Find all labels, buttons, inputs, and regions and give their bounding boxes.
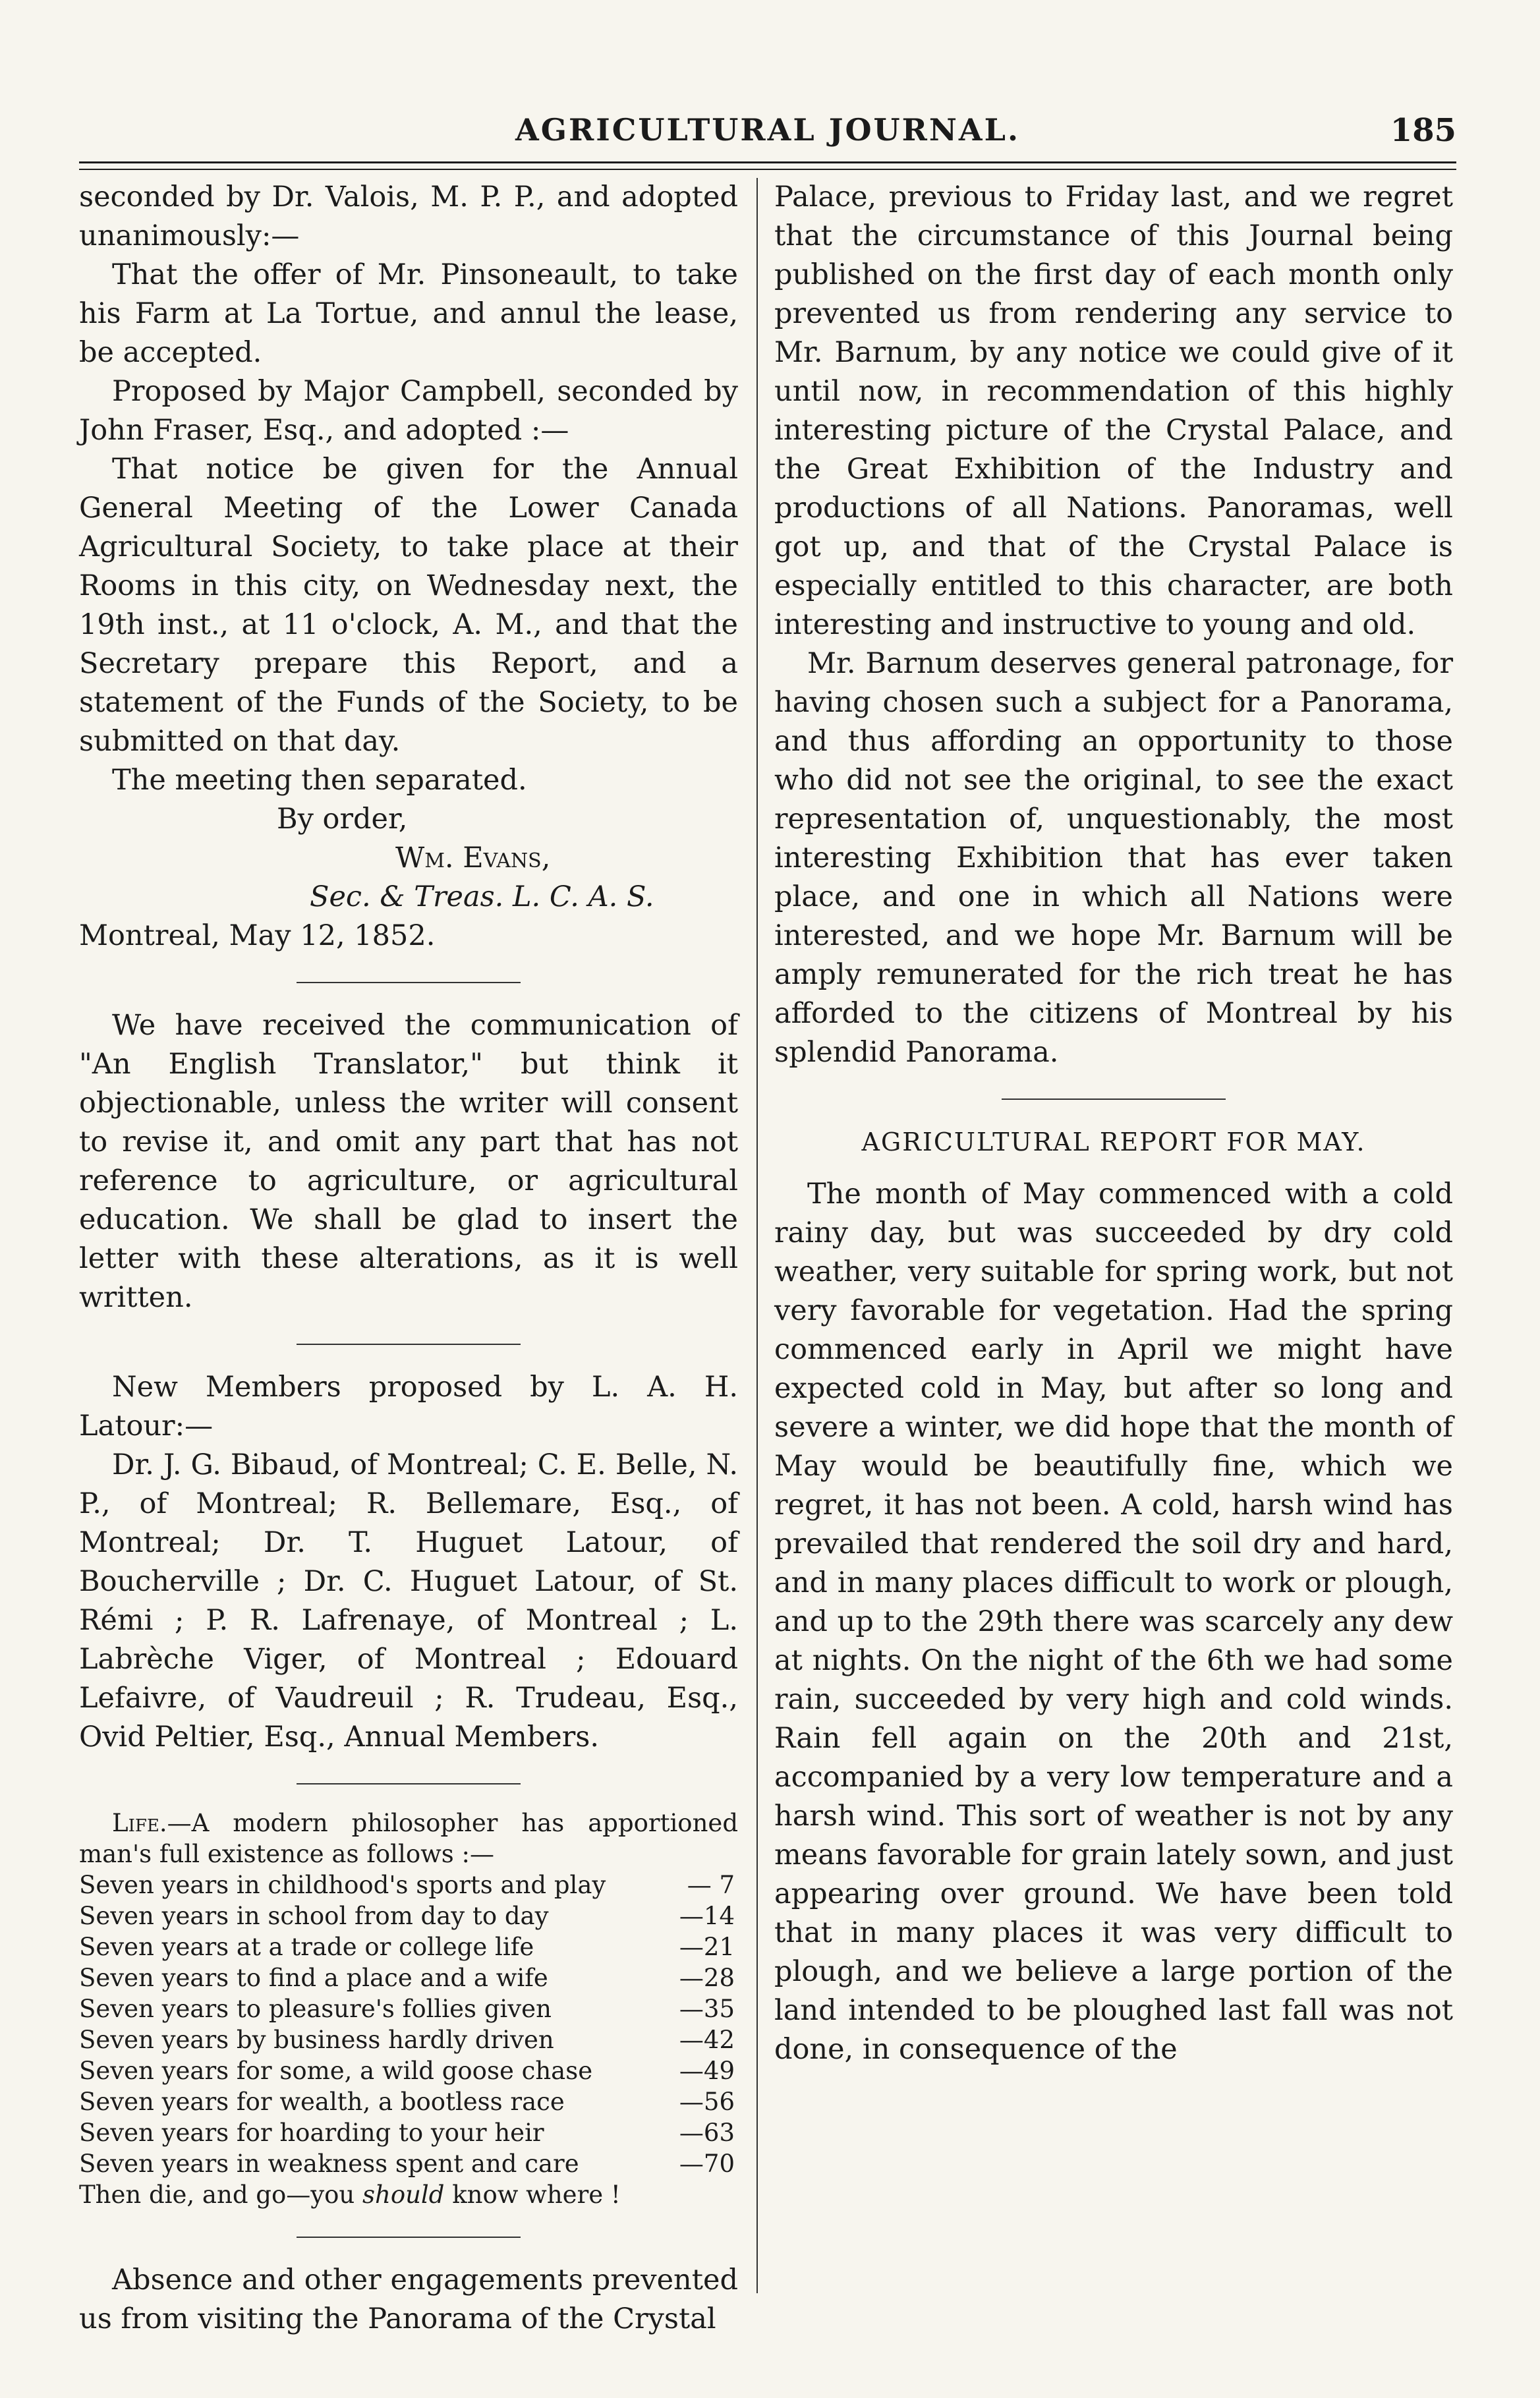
motion-continuation: seconded by Dr. Valois, M. P. P., and adopted unanimously:— — [79, 181, 738, 252]
life-intro — [79, 1808, 738, 1870]
translator-notice: We have received the communication of "An English Translator," but think it objectionable, unless the writer will consent to revise it, and omit any part that has not reference to agriculture, or agricultural education. We shall be glad to insert the letter with these alterations, as it is well written. — [79, 1009, 738, 1314]
life-row: Seven years in weakness spent and care —70 — [79, 2150, 735, 2178]
page-header — [79, 112, 1456, 158]
section-rule — [1002, 1099, 1226, 1100]
header-rule-secondary — [79, 169, 1456, 170]
section-rule — [297, 2237, 521, 2238]
life-closing: Then die, and go—you should know where ! — [79, 2181, 621, 2209]
signature-title: Sec. & Treas. L. C. A. S. — [310, 880, 654, 913]
signature-place-date: Montreal, May 12, 1852. — [79, 919, 436, 952]
motion-pinsoneault: That the offer of Mr. Pinsoneault, to take his Farm at La Tortue, and annul the lease, be accepted. — [79, 258, 738, 369]
section-rule — [297, 1344, 521, 1345]
life-row: Seven years for wealth, a bootless race —56 — [79, 2088, 735, 2116]
right-column — [774, 178, 1453, 2069]
life-row: Seven years to find a place and a wife —28 — [79, 1964, 735, 1992]
life-row: Seven years for hoarding to your heir —63 — [79, 2119, 735, 2147]
new-members-intro: New Members proposed by L. A. H. Latour:— — [79, 1371, 738, 1442]
column-divider — [756, 178, 758, 2293]
motion-campbell: Proposed by Major Campbell, seconded by John Fraser, Esq., and adopted :— — [79, 375, 738, 447]
new-members-list: Dr. J. G. Bibaud, of Montreal; C. E. Belle, N. P., of Montreal; R. Bellemare, Esq., of Montreal; Dr. T. Huguet Latour, of Boucherville ; Dr. C. Huguet Latour, of St. Rémi ; P. R. Lafrenaye, of Montreal ; L. Labrèche Viger, of Montreal ; Edouard Lefaivre, of Vaudreuil ; R. Trudeau, Esq., Ovid Peltier, Esq., Annual Members. — [79, 1448, 738, 1754]
left-column — [79, 178, 738, 2339]
life-row: Seven years at a trade or college life —21 — [79, 1933, 735, 1961]
running-title: AGRICULTURAL JOURNAL. — [515, 112, 1020, 148]
header-rule — [79, 161, 1456, 163]
barnum-paragraph: Mr. Barnum deserves general patronage, for having chosen such a subject for a Panorama, and thus affording an opportunity to those who did not see the original, to see the exact representation of, unquestionably, the most interesting Exhibition that has ever taken place, and one in which all Nations were interested, and we hope Mr. Barnum will be amply remunerated for the rich treat he has afforded to the citizens of Montreal by his splendid Panorama. — [774, 647, 1453, 1069]
meeting-separated: The meeting then separated. — [112, 764, 527, 797]
life-poem — [79, 1808, 738, 2210]
life-row: Seven years in childhood's sports and play — 7 — [79, 1871, 735, 1899]
life-row: Seven years to pleasure's follies given —35 — [79, 1995, 735, 2023]
report-heading: AGRICULTURAL REPORT FOR MAY. — [861, 1128, 1366, 1156]
panorama-notice-continued: Palace, previous to Friday last, and we regret that the circumstance of this Journal being published on the first day of each month only prevented us from rendering any service to Mr. Barnum, by any notice we could give of it until now, in recommendation of this highly interesting picture of the Crystal Palace, and the Great Exhibition of the Industry and productions of all Nations. Panoramas, well got up, and that of the Crystal Palace is especially entitled to this character, are both interesting and instructive to young and old. — [774, 181, 1453, 641]
panorama-notice-start: Absence and other engagements prevented us from visiting the Panorama of the Crystal — [79, 2264, 738, 2335]
agricultural-report-text: The month of May commenced with a cold rainy day, but was succeeded by dry cold weather, very suitable for spring work, but not very favorable for vegetation. Had the spring commenced early in April we might have expected cold in May, but after so long and severe a winter, we did hope that the month of May would be beautifully fine, which we regret, it has not been. A cold, harsh wind has prevailed that rendered the soil dry and hard, and in many places difficult to work or plough, and up to the 29th there was scarcely any dew at nights. On the night of the 6th we had some rain, succeeded by very high and cold winds. Rain fell again on the 20th and 21st, accompanied by a very low temperature and a harsh wind. This sort of weather is not by any means favorable for grain lately sown, and just appearing over ground. We have been told that in many places it was very difficult to plough, and we believe a large portion of the land intended to be ploughed last fall was not done, in consequence of the — [774, 1178, 1453, 2066]
page-number: 185 — [1390, 112, 1456, 149]
signature-name: Wm. Evans, — [395, 842, 551, 874]
motion-annual-meeting: That notice be given for the Annual General Meeting of the Lower Canada Agricultural Society, to take place at their Rooms in this city, on Wednesday next, the 19th inst., at 11 o'clock, A. M., and that the Secretary prepare this Report, and a statement of the Funds of the Society, to be submitted on that day. — [79, 453, 738, 758]
life-row: Seven years for some, a wild goose chase —49 — [79, 2057, 735, 2085]
life-title: Life. — [112, 1809, 167, 1837]
signature-by-order: By order, — [277, 803, 408, 836]
life-intro-text: —A modern philosopher has apportioned man's full existence as follows :— — [79, 1809, 738, 1868]
life-row: Seven years in school from day to day —14 — [79, 1902, 735, 1930]
section-rule — [297, 1783, 521, 1784]
section-rule — [297, 982, 521, 983]
life-row: Seven years by business hardly driven —42 — [79, 2026, 735, 2054]
